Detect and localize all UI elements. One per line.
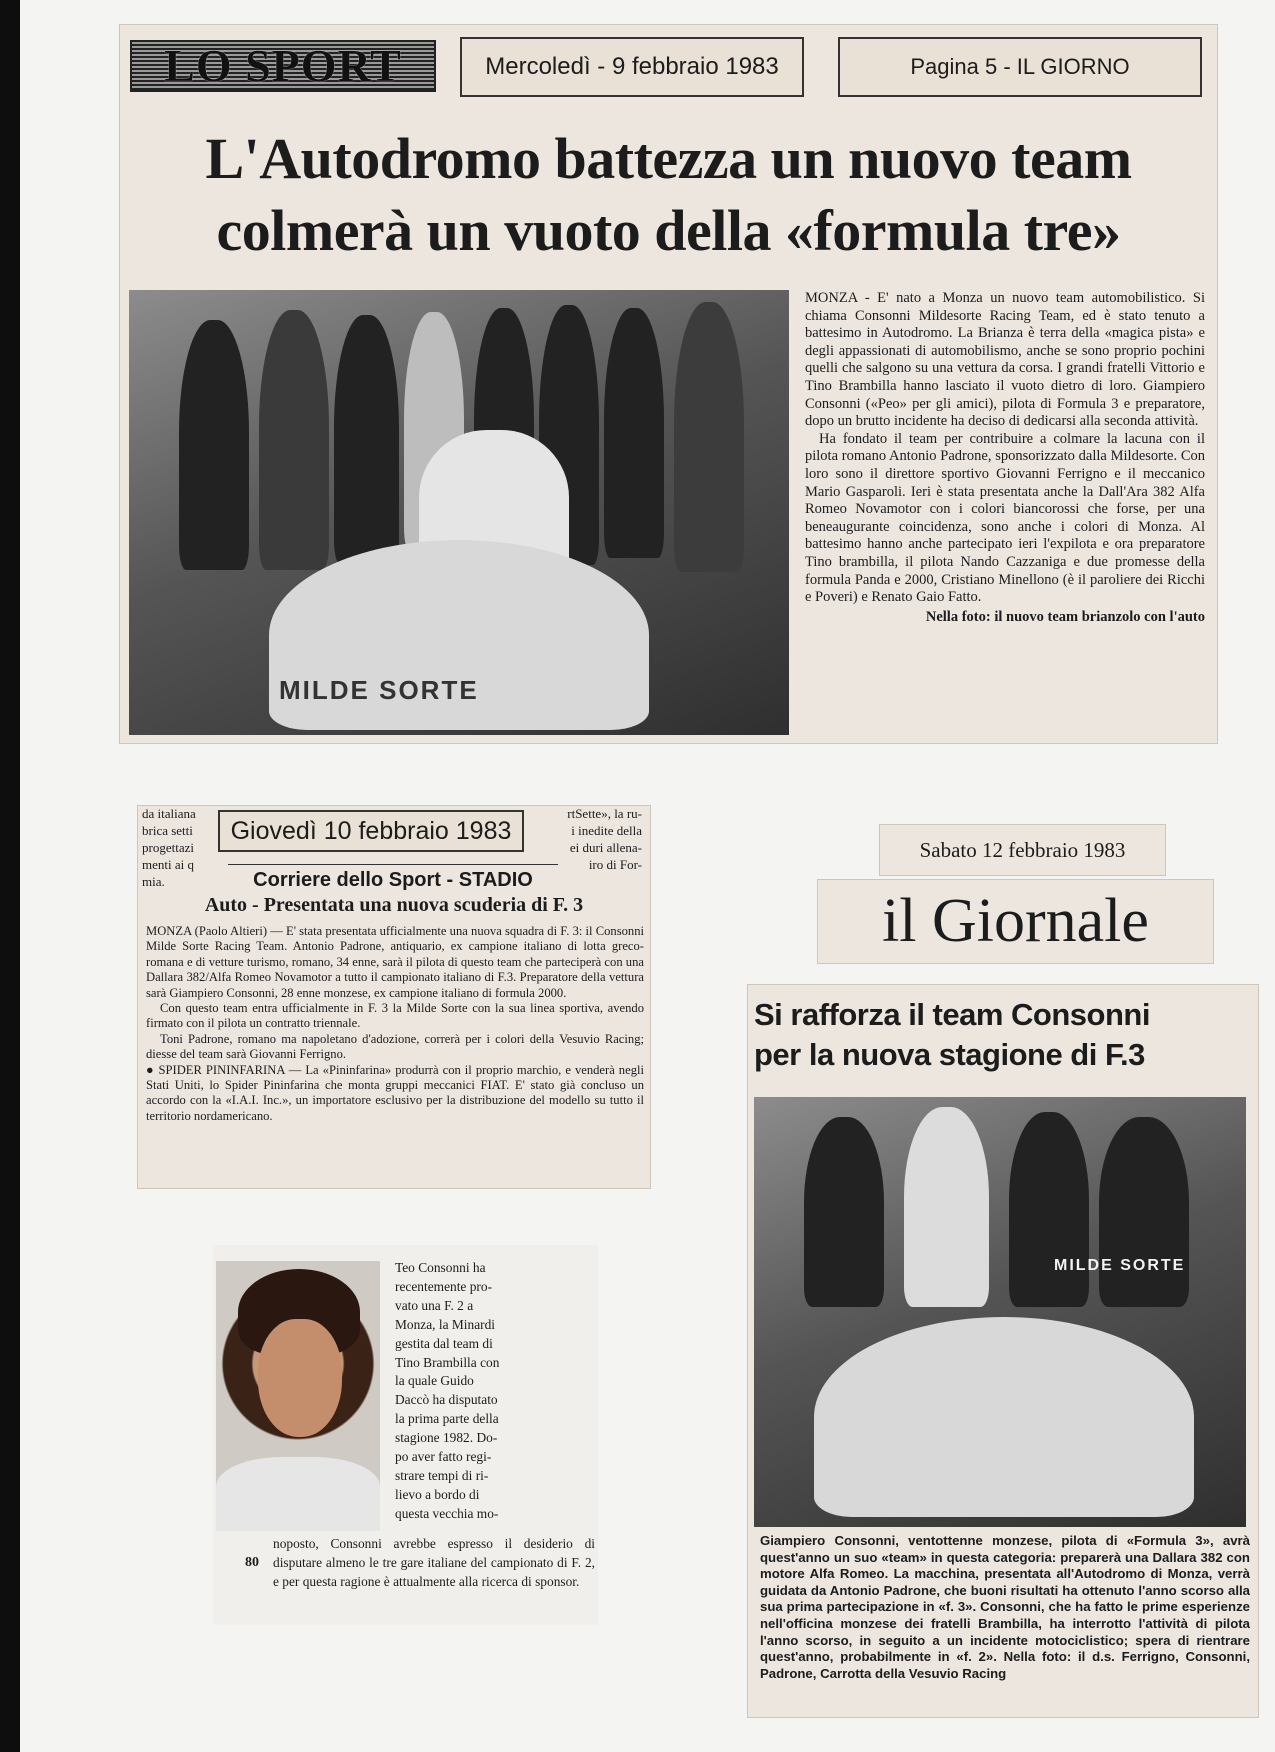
person-figure bbox=[259, 310, 329, 570]
headline-line-2: per la nuova stagione di F.3 bbox=[754, 1037, 1145, 1072]
column-line: la quale Guido bbox=[395, 1373, 474, 1389]
article-body bbox=[146, 924, 644, 1124]
column-line: strare tempi di ri- bbox=[395, 1467, 489, 1483]
clipping-header bbox=[120, 25, 1217, 107]
column-line: Monza, la Minardi bbox=[395, 1316, 496, 1332]
fragment-line: brica setti bbox=[142, 823, 193, 838]
publication-date: Mercoledì - 9 febbraio 1983 bbox=[460, 37, 804, 97]
car-sponsor-text: MILDE SORTE bbox=[279, 675, 479, 705]
headline-line-2: colmerà un vuoto della «formula tre» bbox=[216, 198, 1121, 263]
person-figure bbox=[604, 308, 664, 558]
article-paragraph: Con questo team entra ufficialmente in F. 3 la Milde Sorte con la sua linea sportiva, avendo firmato con il pilota un contratto triennale. bbox=[146, 1001, 644, 1031]
fragment-line: iro di For- bbox=[588, 857, 642, 872]
clipping-portrait bbox=[213, 1245, 598, 1625]
article-paragraph: MONZA (Paolo Altieri) — E' stata presentata ufficialmente una nuova squadra di F. 3: il Consonni Milde Sorte Racing Team. Antonio Padrone, antiquario, ex campione italiano di lotta greco-romana e di vetture turismo, romano, 34 enne, sarà il pilota di questo team che parteciperà con una Dallara 382/Alfa Romeo Novamotor a tutto il campionato italiano di F.3. Preparatore della vettura sarà Giampiero Consonni, 28 enne monzese, ex campione italiano di formula 2000. bbox=[146, 924, 644, 1000]
fragment-line: da italiana bbox=[142, 806, 196, 821]
article-paragraph: Ha fondato il team per contribuire a colmare la lacuna con il pilota romano Antonio Padrone, sponsorizzato dalla Mildesorte. Con loro sono il direttore sportivo Giovanni Ferrigno e il meccanico Mario Gasparoli. Ieri è stata presentata anche la Dall'Ara 382 Alfa Romeo Novamotor con i colori biancorossi che forse, per una beneaugurante coincidenza, sono anche i colori di Monza. Al battesimo hanno anche partecipato ieri l'expilota e ora preparatore Tino brambilla, il pilota Nando Cazzaniga e due promesse della formula Panda e 2000, Cristiano Minellono (è il paroliere dei Ricchi e Poveri) e Renato Gaio Fatto. bbox=[805, 430, 1205, 606]
car-sponsor-text: MILDE SORTE bbox=[1054, 1257, 1186, 1274]
article-paragraph: MONZA - E' nato a Monza un nuovo team automobilistico. Si chiama Consonni Mildesorte Racing Team, ed è stato tenuto a battesimo in Autodromo. La Brianza è terra della «magica pista» e degli appassionati di automobilismo, anche se sono proprio pochini quelli che salgono su una vettura da corsa. I grandi fratelli Vittorio e Tino Brambilla hanno lasciato il vuoto dietro di loro. Giampiero Consonni («Peo» per gli amici), pilota di Formula 3 e preparatore, dopo un brutto incidente ha deciso di dedicarsi alla seconda attività. bbox=[805, 290, 1205, 430]
person-figure bbox=[804, 1117, 884, 1307]
portrait-photo bbox=[216, 1261, 380, 1531]
column-line: po aver fatto regi- bbox=[395, 1449, 492, 1465]
photo-caption: Nella foto: il nuovo team brianzolo con l'auto bbox=[925, 608, 1205, 625]
publication-date: Sabato 12 febbraio 1983 bbox=[880, 825, 1165, 875]
column-line: la prima parte della bbox=[395, 1411, 499, 1427]
fragment-line: menti ai q bbox=[142, 857, 194, 872]
column-line: questa vecchia mo- bbox=[395, 1505, 499, 1521]
column-line: gestita dal team di bbox=[395, 1335, 493, 1351]
person-figure bbox=[334, 315, 399, 565]
masthead: Corriere dello Sport - STADIO bbox=[228, 864, 558, 893]
column-line: Daccò ha disputato bbox=[395, 1392, 498, 1408]
article-body bbox=[805, 290, 1205, 626]
fragment-line: rtSette», la ru- bbox=[567, 806, 642, 821]
headline-line-1: Si rafforza il team Consonni bbox=[754, 997, 1150, 1032]
person-figure bbox=[179, 320, 249, 570]
person-figure bbox=[1099, 1117, 1189, 1307]
clipping-corriere-dello-sport bbox=[138, 806, 650, 1188]
clipping-il-giorno bbox=[120, 25, 1217, 743]
publication-date: Giovedì 10 febbraio 1983 bbox=[218, 810, 524, 852]
headline: Auto - Presentata una nuova scuderia di F. 3 bbox=[204, 894, 584, 916]
team-photo bbox=[754, 1097, 1246, 1527]
person-figure bbox=[904, 1107, 989, 1307]
team-photo bbox=[129, 290, 789, 735]
race-car bbox=[814, 1317, 1194, 1517]
column-line: recentemente pro- bbox=[395, 1278, 493, 1294]
fragment-line: ei duri allena- bbox=[569, 840, 642, 855]
page-number: 80 bbox=[245, 1555, 259, 1570]
portrait-shirt bbox=[216, 1457, 380, 1531]
masthead: il Giornale bbox=[818, 880, 1213, 963]
scrapbook-binding-edge bbox=[0, 0, 20, 1752]
fragment-line: i inedite della bbox=[571, 823, 642, 838]
photo-caption-body: Giampiero Consonni, ventottenne monzese, pilota di «Formula 3», avrà quest'anno un suo «team» in questa categoria: preparerà una Dallara 382 con motore Alfa Romeo. La macchina, presentata all'Autodromo di Monza, verrà guidata da Antonio Padrone, che buoni risultati ha ottenuto l'anno scorso alla sua prima partecipazione in «f. 3». Consonni, che ha fatto le prime esperienze nell'officina monzese dei fratelli Brambilla, ha interrotto l'attività di pilota l'anno scorso, in seguito a un incidente motociclistico; spera di rientrare quest'anno, probabilmente in «f. 2». Nella foto: il d.s. Ferrigno, Consonni, Padrone, Carrotta della Vesuvio Racing bbox=[760, 1533, 1250, 1681]
section-label: LO SPORT bbox=[130, 40, 436, 92]
portrait-text-continued: noposto, Consonni avrebbe espresso il desiderio di disputare almeno le tre gare italiane del campionato di F. 2, e per questa ragione è attualmente alla ricerca di sponsor. bbox=[273, 1536, 595, 1589]
page-info: Pagina 5 - IL GIORNO bbox=[838, 37, 1202, 97]
clipping-il-giornale bbox=[748, 985, 1258, 1717]
fragment-line: progettazi bbox=[142, 840, 194, 855]
column-line: vato una F. 2 a bbox=[395, 1297, 474, 1313]
column-line: Teo Consonni ha bbox=[395, 1260, 486, 1275]
column-line: lievo a bordo di bbox=[395, 1486, 480, 1502]
portrait-face bbox=[258, 1319, 342, 1437]
person-figure bbox=[674, 302, 744, 572]
portrait-text-column bbox=[395, 1259, 595, 1524]
column-line: stagione 1982. Do- bbox=[395, 1430, 498, 1446]
article-paragraph: ● SPIDER PININFARINA — La «Pininfarina» produrrà con il proprio marchio, e venderà negli Stati Uniti, lo Spider Pininfarina che monta gruppi meccanici FIAT. E' stato già concluso un accordo con la «I.A.I. Inc.», un importatore esclusivo per la distribuzione del modello su tutto il territorio nordamericano. bbox=[146, 1062, 644, 1123]
person-figure bbox=[1009, 1112, 1089, 1307]
fragment-line: mia. bbox=[142, 874, 165, 889]
article-paragraph: Toni Padrone, romano ma napoletano d'adozione, correrà per i colori della Vesuvio Racing; diesse del team sarà Giovanni Ferrigno. bbox=[146, 1031, 644, 1062]
headline-line-1: L'Autodromo battezza un nuovo team bbox=[205, 126, 1132, 191]
column-line: Tino Brambilla con bbox=[395, 1354, 500, 1370]
